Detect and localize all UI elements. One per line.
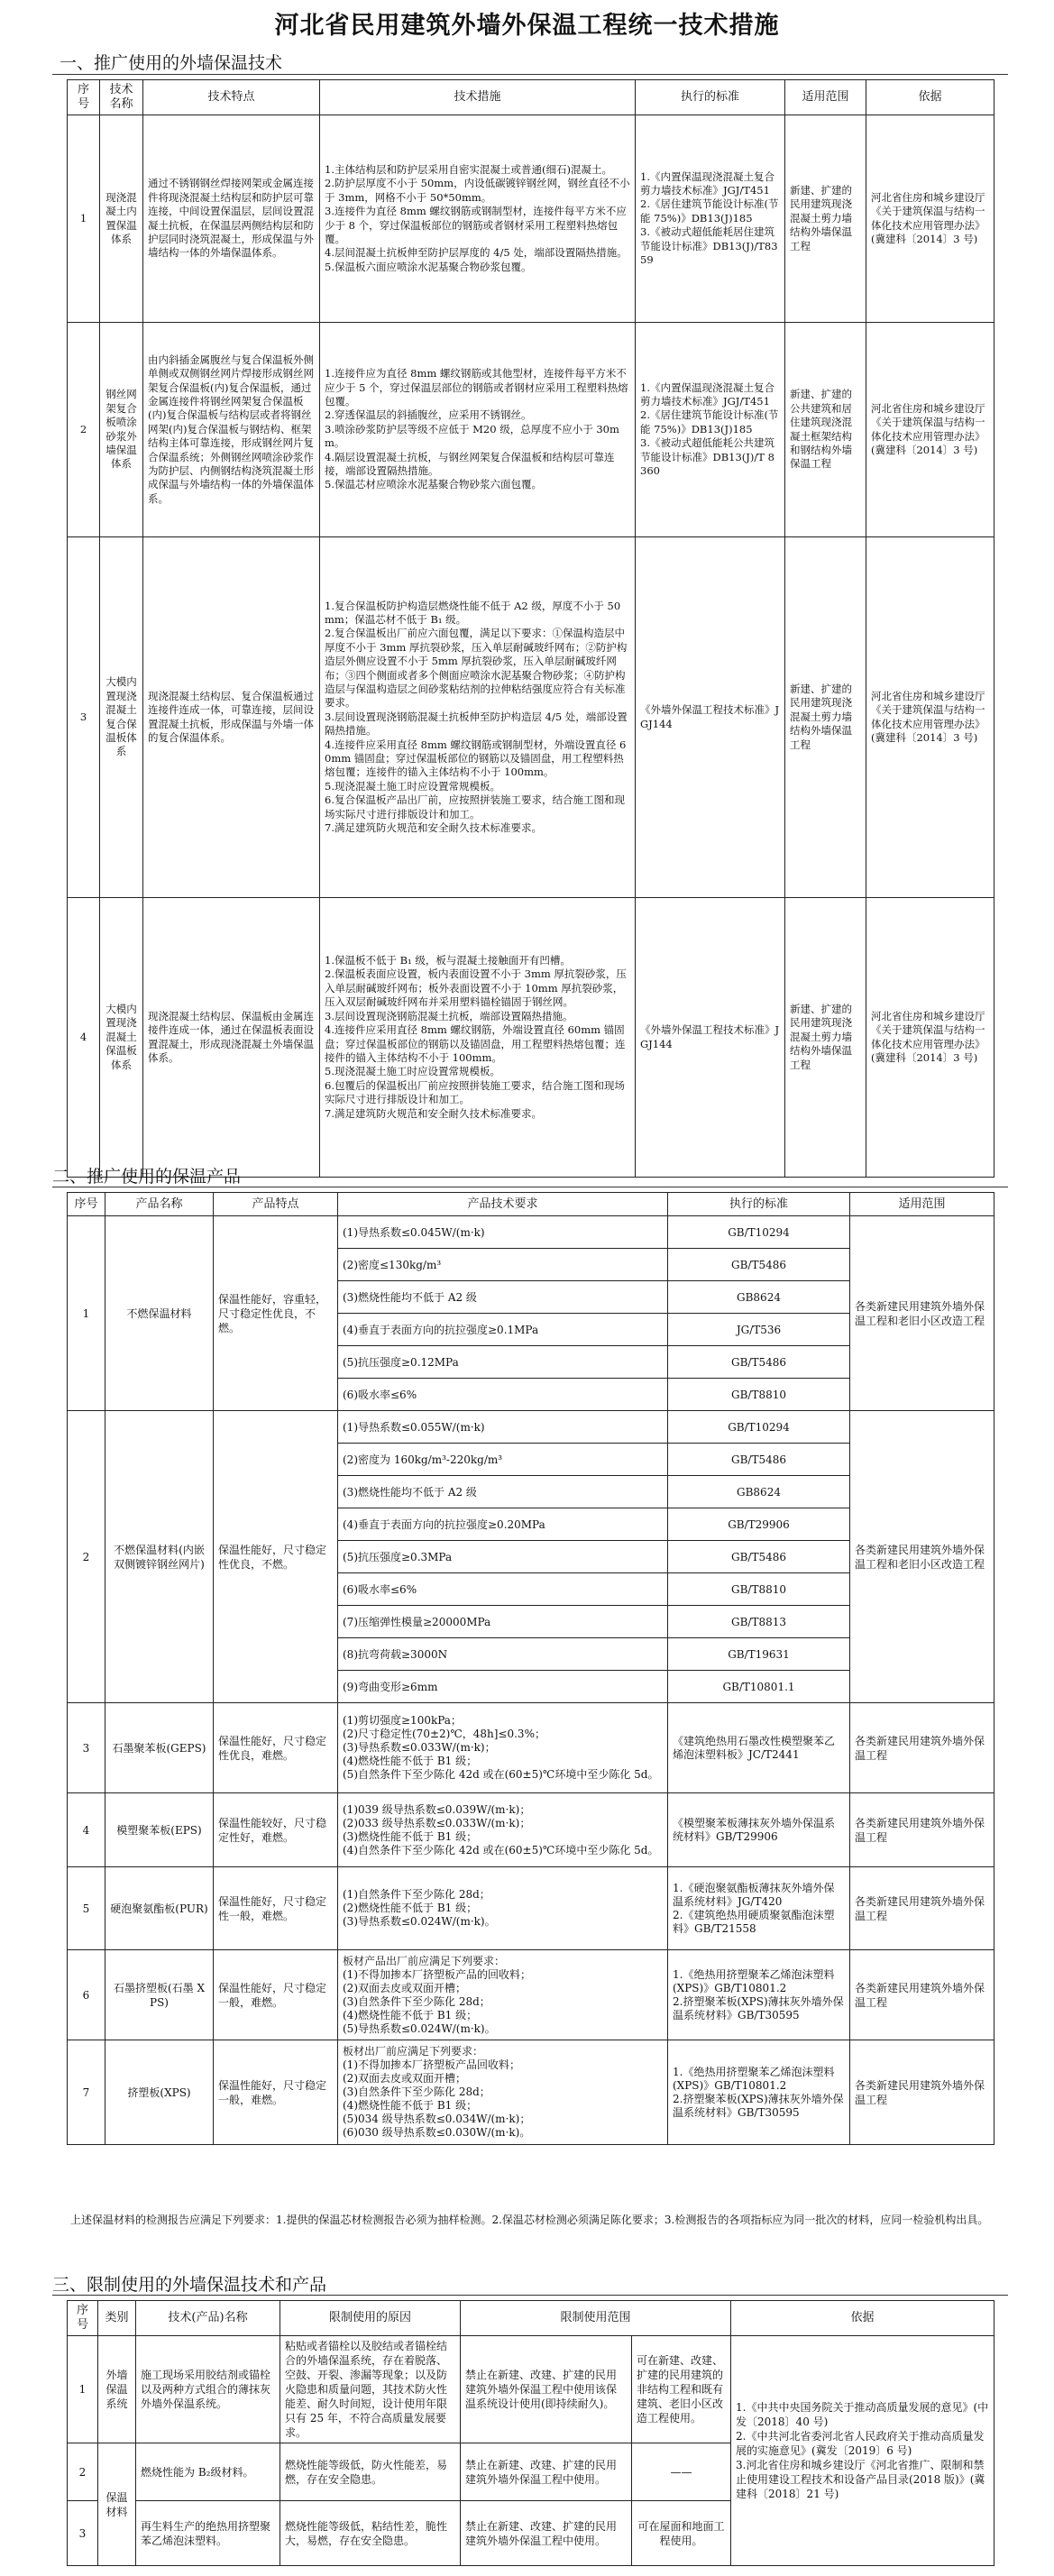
product-feature: 保温性能好，尺寸稳定一般，难燃。 bbox=[214, 1950, 338, 2040]
basis: 河北省住房和城乡建设厅《关于建筑保温与结构一体化技术应用管理办法》(冀建科〔2014〕3 号) bbox=[866, 537, 994, 898]
technology-name: 大模内置现浇混凝土保温板体系 bbox=[100, 898, 143, 1178]
table-row bbox=[68, 1950, 994, 2040]
product-standard: GB/T8813 bbox=[668, 1606, 850, 1638]
header-cell: 序号 bbox=[68, 1193, 105, 1216]
product-name: 模塑聚苯板(EPS) bbox=[105, 1793, 214, 1867]
row-number: 4 bbox=[68, 1793, 105, 1867]
restriction-reason: 燃烧性能等级低，防火性能差，易燃，存在安全隐患。 bbox=[280, 2443, 461, 2501]
product-feature: 保温性能好，容重轻，尺寸稳定性优良，不燃。 bbox=[214, 1216, 338, 1411]
basis: 河北省住房和城乡建设厅《关于建筑保温与结构一体化技术应用管理办法》(冀建科〔2014〕3 号) bbox=[866, 115, 994, 323]
product-standard: 1.《硬泡聚氨酯板薄抹灰外墙外保温系统材料》JG/T420 2.《建筑绝热用硬质聚氨酯泡沫塑料》GB/T21558 bbox=[668, 1867, 850, 1950]
header-cell: 执行的标准 bbox=[668, 1193, 850, 1216]
restriction-range: 禁止在新建、改建、扩建的民用建筑外墙外保温工程中使用。 bbox=[461, 2443, 632, 2501]
row-number: 4 bbox=[68, 898, 100, 1178]
product-name: 硬泡聚氨酯板(PUR) bbox=[105, 1867, 214, 1950]
product-standard: GB/T10294 bbox=[668, 1216, 850, 1249]
row-number: 2 bbox=[68, 323, 100, 537]
section3-title: 三、限制使用的外墙保温技术和产品 bbox=[52, 2275, 327, 2295]
table-row bbox=[68, 1793, 994, 1867]
header-cell: 适用范围 bbox=[850, 1193, 994, 1216]
header-cell: 产品特点 bbox=[214, 1193, 338, 1216]
header-cell: 技术措施 bbox=[320, 80, 636, 115]
tech-table-header bbox=[68, 80, 994, 115]
product-standard: GB/T8810 bbox=[668, 1573, 850, 1606]
restricted-item: 再生料生产的绝热用挤塑聚苯乙烯泡沫塑料。 bbox=[136, 2501, 280, 2566]
table-row bbox=[68, 2040, 994, 2145]
product-standard: 《建筑绝热用石墨改性模塑聚苯乙烯泡沫塑料板》JC/T2441 bbox=[668, 1703, 850, 1793]
applied-standard: 《外墙外保温工程技术标准》JGJ144 bbox=[636, 898, 785, 1178]
product-requirement: (1)导热系数≤0.055W/(m·k) bbox=[338, 1411, 668, 1444]
application-scope: 新建、扩建的民用建筑现浇混凝土剪力墙结构外墙保温工程 bbox=[785, 898, 866, 1178]
product-standard: 1.《绝热用挤塑聚苯乙烯泡沫塑料(XPS)》GB/T10801.2 2.挤塑聚苯板(XPS)薄抹灰外墙外保温系统材料》GB/T30595 bbox=[668, 1950, 850, 2040]
product-scope: 各类新建民用建筑外墙外保温工程 bbox=[850, 1793, 994, 1867]
row-number: 5 bbox=[68, 1867, 105, 1950]
product-standard: GB8624 bbox=[668, 1476, 850, 1508]
product-requirement: (3)燃烧性能均不低于 A2 级 bbox=[338, 1281, 668, 1314]
product-requirement: 板材产品出厂前应满足下列要求： (1)不得加掺本厂挤塑板产品的回收料； (2)双面去皮或双面开槽； (3)自然条件下至少陈化 28d； (4)燃烧性能不低于 B1 级； (5)导热系数≤0.024W/(m·k)。 bbox=[338, 1950, 668, 2040]
table-row bbox=[68, 1216, 994, 1249]
product-feature: 保温性能好，尺寸稳定性一般，难燃。 bbox=[214, 1867, 338, 1950]
product-standard: GB/T5486 bbox=[668, 1444, 850, 1476]
product-scope: 各类新建民用建筑外墙外保温工程 bbox=[850, 2040, 994, 2145]
application-scope: 新建、扩建的公共建筑和居住建筑现浇混凝土框架结构和钢结构外墙保温工程 bbox=[785, 323, 866, 537]
header-cell: 限制使用范围 bbox=[461, 2301, 731, 2336]
product-feature: 保温性能好，尺寸稳定一般，难燃。 bbox=[214, 2040, 338, 2145]
row-number: 2 bbox=[68, 1411, 105, 1703]
row-number: 3 bbox=[68, 2501, 98, 2566]
section2-title: 二、推广使用的保温产品 bbox=[52, 1167, 242, 1187]
section3-rule bbox=[52, 2295, 1008, 2296]
restricted-item: 燃烧性能为 B₂级材料。 bbox=[136, 2443, 280, 2501]
product-requirement: (8)抗弯荷载≥3000N bbox=[338, 1638, 668, 1671]
product-scope: 各类新建民用建筑外墙外保温工程 bbox=[850, 1867, 994, 1950]
row-number: 2 bbox=[68, 2443, 98, 2501]
row-number: 1 bbox=[68, 115, 100, 323]
product-requirement: (5)抗压强度≥0.12MPa bbox=[338, 1346, 668, 1379]
product-standard: 《模塑聚苯板薄抹灰外墙外保温系统材料》GB/T29906 bbox=[668, 1793, 850, 1867]
product-standard: 1.《绝热用挤塑聚苯乙烯泡沫塑料(XPS)》GB/T10801.2 2.挤塑聚苯板(XPS)薄抹灰外墙外保温系统材料》GB/T30595 bbox=[668, 2040, 850, 2145]
header-cell: 技术(产品)名称 bbox=[136, 2301, 280, 2336]
restriction-range: 禁止在新建、改建、扩建的民用建筑外墙外保温工程中使用该保温系统设计使用(即持续耐久)。 bbox=[461, 2336, 632, 2443]
product-scope: 各类新建民用建筑外墙外保温工程和老旧小区改造工程 bbox=[850, 1216, 994, 1411]
technology-feature: 现浇混凝土结构层、复合保温板通过连接件连成一体，可靠连接，层间设置混凝土抗板，形成保温与外墙一体的复合保温体系。 bbox=[143, 537, 320, 898]
product-standard: GB/T19631 bbox=[668, 1638, 850, 1671]
basis: 河北省住房和城乡建设厅《关于建筑保温与结构一体化技术应用管理办法》(冀建科〔2014〕3 号) bbox=[866, 898, 994, 1178]
product-standard: GB/T10294 bbox=[668, 1411, 850, 1444]
header-cell: 依据 bbox=[866, 80, 994, 115]
product-standard: GB/T10801.1 bbox=[668, 1671, 850, 1703]
technology-feature: 通过不锈钢钢丝焊接网架或金属连接件将现浇混凝土结构层和防护层可靠连接，中间设置保温层，层间设置混凝土抗板，在保温层两侧结构层和防护层同时浇筑混凝土，形成保温与外墙结构一体的外墙保温体系。 bbox=[143, 115, 320, 323]
product-requirement: (7)压缩弹性模量≥20000MPa bbox=[338, 1606, 668, 1638]
header-cell: 适用范围 bbox=[785, 80, 866, 115]
product-requirement: (3)燃烧性能均不低于 A2 级 bbox=[338, 1476, 668, 1508]
product-requirement: (1)导热系数≤0.045W/(m·k) bbox=[338, 1216, 668, 1249]
row-number: 6 bbox=[68, 1950, 105, 2040]
application-scope: 新建、扩建的民用建筑现浇混凝土剪力墙结构外墙保温工程 bbox=[785, 115, 866, 323]
technology-name: 钢丝网架复合板喷涂砂浆外墙保温体系 bbox=[100, 323, 143, 537]
section1-rule bbox=[52, 74, 1008, 75]
section1-title: 一、推广使用的外墙保温技术 bbox=[60, 53, 283, 73]
header-cell: 依据 bbox=[731, 2301, 994, 2336]
technology-measure: 1.主体结构层和防护层采用自密实混凝土或普通(细石)混凝土。 2.防护层厚度不小于 50mm，内设低碳镀锌钢丝网，钢丝直径不小于 3mm，网格不小于 50*50mm。 3.连接件为直径 8mm 螺纹钢筋或钢制型材，连接件每平方米不应少于 8 个，穿过保温板部位的钢筋或者钢材采用工程塑料热熔包覆。 4.层间混凝土抗板伸至防护层厚度的 4/5 处，端部设置隔热措施。 5.保温板六面应喷涂水泥基聚合物砂浆包覆。 bbox=[320, 115, 636, 323]
category: 保温材料 bbox=[98, 2443, 136, 2566]
header-cell: 执行的标准 bbox=[636, 80, 785, 115]
technology-name: 大模内置现浇混凝土复合保温板体系 bbox=[100, 537, 143, 898]
restriction-range-exception: —— bbox=[632, 2443, 731, 2501]
restricted-table bbox=[67, 2300, 994, 2566]
header-cell: 产品技术要求 bbox=[338, 1193, 668, 1216]
product-name: 石墨挤塑板(石墨 XPS) bbox=[105, 1950, 214, 2040]
table-row bbox=[68, 115, 994, 323]
applied-standard: 《外墙外保温工程技术标准》JGJ144 bbox=[636, 537, 785, 898]
header-cell: 技术名称 bbox=[100, 80, 143, 115]
products-footnote: 上述保温材料的检测报告应满足下列要求：1.提供的保温芯材检测报告必须为抽样检测。2.保温芯材检测必须满足陈化要求；3.检测报告的各项指标应为同一批次的材料，应同一检验机构出具。 bbox=[70, 2214, 989, 2226]
table-row bbox=[68, 537, 994, 898]
product-name: 不燃保温材料 bbox=[105, 1216, 214, 1411]
product-scope: 各类新建民用建筑外墙外保温工程 bbox=[850, 1703, 994, 1793]
product-standard: GB/T5486 bbox=[668, 1541, 850, 1573]
restriction-range-exception: 可在屋面和地面工程使用。 bbox=[632, 2501, 731, 2566]
product-standard: GB/T5486 bbox=[668, 1346, 850, 1379]
technology-name: 现浇混凝土内置保温体系 bbox=[100, 115, 143, 323]
header-cell: 类别 bbox=[98, 2301, 136, 2336]
row-number: 3 bbox=[68, 537, 100, 898]
applied-standard: 1.《内置保温现浇混凝土复合剪力墙技术标准》JGJ/T451 2.《居住建筑节能设计标准(节能 75%)》DB13(J)185 3.《被动式超低能耗公共建筑节能设计标准》DB13(J)/T 8360 bbox=[636, 323, 785, 537]
table-row bbox=[68, 1867, 994, 1950]
product-requirement: 板材出厂前应满足下列要求： (1)不得加掺本厂挤塑板产品回收料； (2)双面去皮或双面开槽； (3)自然条件下至少陈化 28d； (4)燃烧性能不低于 B1 级； (5)034 级导热系数≤0.034W/(m·k)； (6)030 级导热系数≤0.030W/(m·k)。 bbox=[338, 2040, 668, 2145]
table-row bbox=[68, 898, 994, 1178]
applied-standard: 1.《内置保温现浇混凝土复合剪力墙技术标准》JGJ/T451 2.《居住建筑节能设计标准(节能 75%)》DB13(J)185 3.《被动式超低能耗居住建筑节能设计标准》DB13(J)/T8359 bbox=[636, 115, 785, 323]
document-title: 河北省民用建筑外墙外保温工程统一技术措施 bbox=[274, 12, 780, 40]
product-requirement: (6)吸水率≤6% bbox=[338, 1573, 668, 1606]
product-scope: 各类新建民用建筑外墙外保温工程 bbox=[850, 1950, 994, 2040]
products-table bbox=[67, 1192, 994, 2145]
row-number: 1 bbox=[68, 2336, 98, 2443]
product-requirement: (1)自然条件下至少陈化 28d； (2)燃烧性能不低于 B1 级； (3)导热系数≤0.024W/(m·k)。 bbox=[338, 1867, 668, 1950]
tech-table bbox=[67, 79, 994, 1178]
table-row bbox=[68, 323, 994, 537]
product-requirement: (1)剪切强度≥100kPa； (2)尺寸稳定性(70±2)℃，48h]≤0.3%； (3)导热系数≤0.033W/(m·k)； (4)燃烧性能不低于 B1 级； (5)自然条件下至少陈化 42d 或在(60±5)℃环境中至少陈化 5d。 bbox=[338, 1703, 668, 1793]
header-cell: 技术特点 bbox=[143, 80, 320, 115]
product-requirement: (2)密度为 160kg/m³-220kg/m³ bbox=[338, 1444, 668, 1476]
product-standard: GB/T29906 bbox=[668, 1508, 850, 1541]
category: 外墙保温系统 bbox=[98, 2336, 136, 2443]
product-name: 挤塑板(XPS) bbox=[105, 2040, 214, 2145]
row-number: 1 bbox=[68, 1216, 105, 1411]
product-feature: 保温性能好，尺寸稳定性优良，难燃。 bbox=[214, 1703, 338, 1793]
header-cell: 序号 bbox=[68, 80, 100, 115]
product-requirement: (9)弯曲变形≥6mm bbox=[338, 1671, 668, 1703]
restriction-reason: 粘贴或者锚栓以及胶结或者锚栓结合的外墙保温系统，存在着脱落、空鼓、开裂、渗漏等现象；以及防火隐患和质量问题，其技术防火性能差、耐久时间短，设计使用年限只有 25 年，不符合高质量发展要求。 bbox=[280, 2336, 461, 2443]
technology-feature: 现浇混凝土结构层、保温板由金属连接件连成一体，通过在保温板表面设置混凝土，形成现浇混凝土外墙保温体系。 bbox=[143, 898, 320, 1178]
technology-measure: 1.复合保温板防护构造层燃烧性能不低于 A2 级，厚度不小于 50mm；保温芯材不低于 B₁ 级。 2.复合保温板出厂前应六面包覆，满足以下要求：①保温构造层中厚度不小于 3mm 厚抗裂砂浆，压入单层耐碱玻纤网布；②防护构造层外侧应设置不小于 5mm 厚抗裂砂浆，压入单层耐碱玻纤网布；③四个侧面或者多个侧面应喷涂水泥基聚合物砂浆；④防护构造层与保温构造层之间砂浆粘结剂的拉伸粘结强度应符合有关标准要求。 3.层间设置现浇钢筋混凝土抗板伸至防护构造层 4/5 处，端部设置隔热措施。 4.连接件应采用直径 8mm 螺纹钢筋或钢制型材，外端设置直径 60mm 锚固盘；穿过保温板部位的钢筋以及锚固盘，用工程塑料热熔包覆；连接件的锚入主体结构不小于 100mm。 5.现浇混凝土施工时应设置常规模板。 6.复合保温板产品出厂前，应按照拼装施工要求，结合施工图和现场实际尺寸进行排版设计和加工。 7.满足建筑防火规范和安全耐久技术标准要求。 bbox=[320, 537, 636, 898]
row-number: 3 bbox=[68, 1703, 105, 1793]
product-requirement: (4)垂直于表面方向的抗拉强度≥0.20MPa bbox=[338, 1508, 668, 1541]
product-feature: 保温性能较好，尺寸稳定性好，难燃。 bbox=[214, 1793, 338, 1867]
product-standard: JG/T536 bbox=[668, 1314, 850, 1346]
technology-feature: 由内斜插金属腹丝与复合保温板外侧单侧或双侧钢丝网片焊接形成钢丝网架复合保温板(内)复合保温板，通过金属连接件将钢丝网架复合保温板(内)复合保温板与结构层或者将钢丝网架(内)复合保温板与钢结构、框架结构主体可靠连接，形成钢丝网片复合保温系统；外侧钢丝网喷涂砂浆作为防护层、内侧钢结构浇筑混凝土形成保温与外墙结构一体的外墙保温体系。 bbox=[143, 323, 320, 537]
table-row bbox=[68, 1703, 994, 1793]
restriction-range: 禁止在新建、改建、扩建的民用建筑外墙外保温工程中使用。 bbox=[461, 2501, 632, 2566]
row-number: 7 bbox=[68, 2040, 105, 2145]
basis: 1.《中共中央国务院关于推动高质量发展的意见》(中发〔2018〕40 号) 2.《中共河北省委河北省人民政府关于推动高质量发展的实施意见》(冀发〔2019〕6 号) 3.河北省住房和城乡建设厅《河北省推广、限制和禁止使用建设工程技术和设备产品目录(2018 版)》(冀建科〔2018〕21 号) bbox=[731, 2336, 994, 2566]
product-requirement: (2)密度≤130kg/m³ bbox=[338, 1249, 668, 1281]
product-requirement: (6)吸水率≤6% bbox=[338, 1379, 668, 1411]
header-cell: 产品名称 bbox=[105, 1193, 214, 1216]
product-scope: 各类新建民用建筑外墙外保温工程和老旧小区改造工程 bbox=[850, 1411, 994, 1703]
product-requirement: (5)抗压强度≥0.3MPa bbox=[338, 1541, 668, 1573]
restricted-item: 施工现场采用胶结剂或锚栓以及两种方式组合的薄抹灰外墙外保温系统。 bbox=[136, 2336, 280, 2443]
product-standard: GB/T5486 bbox=[668, 1249, 850, 1281]
header-cell: 序号 bbox=[68, 2301, 98, 2336]
product-standard: GB/T8810 bbox=[668, 1379, 850, 1411]
product-standard: GB8624 bbox=[668, 1281, 850, 1314]
table-row bbox=[68, 1411, 994, 1444]
product-name: 不燃保温材料(内嵌双侧镀锌钢丝网片) bbox=[105, 1411, 214, 1703]
restriction-range-exception: 可在新建、改建、扩建的民用建筑的非结构工程和既有建筑、老旧小区改造工程使用。 bbox=[632, 2336, 731, 2443]
product-name: 石墨聚苯板(GEPS) bbox=[105, 1703, 214, 1793]
products-table-header bbox=[68, 1193, 994, 1216]
basis: 河北省住房和城乡建设厅《关于建筑保温与结构一体化技术应用管理办法》(冀建科〔2014〕3 号) bbox=[866, 323, 994, 537]
application-scope: 新建、扩建的民用建筑现浇混凝土剪力墙结构外墙保温工程 bbox=[785, 537, 866, 898]
technology-measure: 1.连接件应为直径 8mm 螺纹钢筋或其他型材，连接件每平方米不应少于 5 个，穿过保温层部位的钢筋或者钢材应采用工程塑料热熔包覆。 2.穿透保温层的斜插腹丝，应采用不锈钢丝。 3.喷涂砂浆防护层等级不应低于 M20 级，总厚度不应小于 30mm。 4.隔层设置混凝土抗板，与钢丝网架复合保温板和结构层可靠连接，端部设置隔热措施。 5.保温芯材应喷涂水泥基聚合物砂浆六面包覆。 bbox=[320, 323, 636, 537]
technology-measure: 1.保温板不低于 B₁ 级，板与混凝土接触面开有凹槽。 2.保温板表面应设置，板内表面设置不小于 3mm 厚抗裂砂浆，压入单层耐碱玻纤网布；板外表面设置不小于 10mm 厚抗裂砂浆，压入双层耐碱玻纤网布并采用塑料锚栓锚固于钢丝网。 3.层间设置现浇钢筋混凝土抗板，端部设置隔热措施。 4.连接件应采用直径 8mm 螺纹钢筋，外端设置直径 60mm 锚固盘；穿过保温板部位的钢筋以及锚固盘，用工程塑料热熔包覆；连接件的锚入主体结构不小于 100mm。 5.现浇混凝土施工时应设置常规模板。 6.包覆后的保温板出厂前应按照拼装施工要求，结合施工图和现场实际尺寸进行排版设计和加工。 7.满足建筑防火规范和安全耐久技术标准要求。 bbox=[320, 898, 636, 1178]
product-requirement: (1)039 级导热系数≤0.039W/(m·k)； (2)033 级导热系数≤0.033W/(m·k)； (3)燃烧性能不低于 B1 级； (4)自然条件下至少陈化 42d 或在(60±5)℃环境中至少陈化 5d。 bbox=[338, 1793, 668, 1867]
header-cell: 限制使用的原因 bbox=[280, 2301, 461, 2336]
restriction-reason: 燃烧性能等级低，粘结性差，脆性大，易燃，存在安全隐患。 bbox=[280, 2501, 461, 2566]
product-feature: 保温性能好，尺寸稳定性优良，不燃。 bbox=[214, 1411, 338, 1703]
table-row bbox=[68, 2336, 994, 2443]
restricted-table-header bbox=[68, 2301, 994, 2336]
product-requirement: (4)垂直于表面方向的抗拉强度≥0.1MPa bbox=[338, 1314, 668, 1346]
